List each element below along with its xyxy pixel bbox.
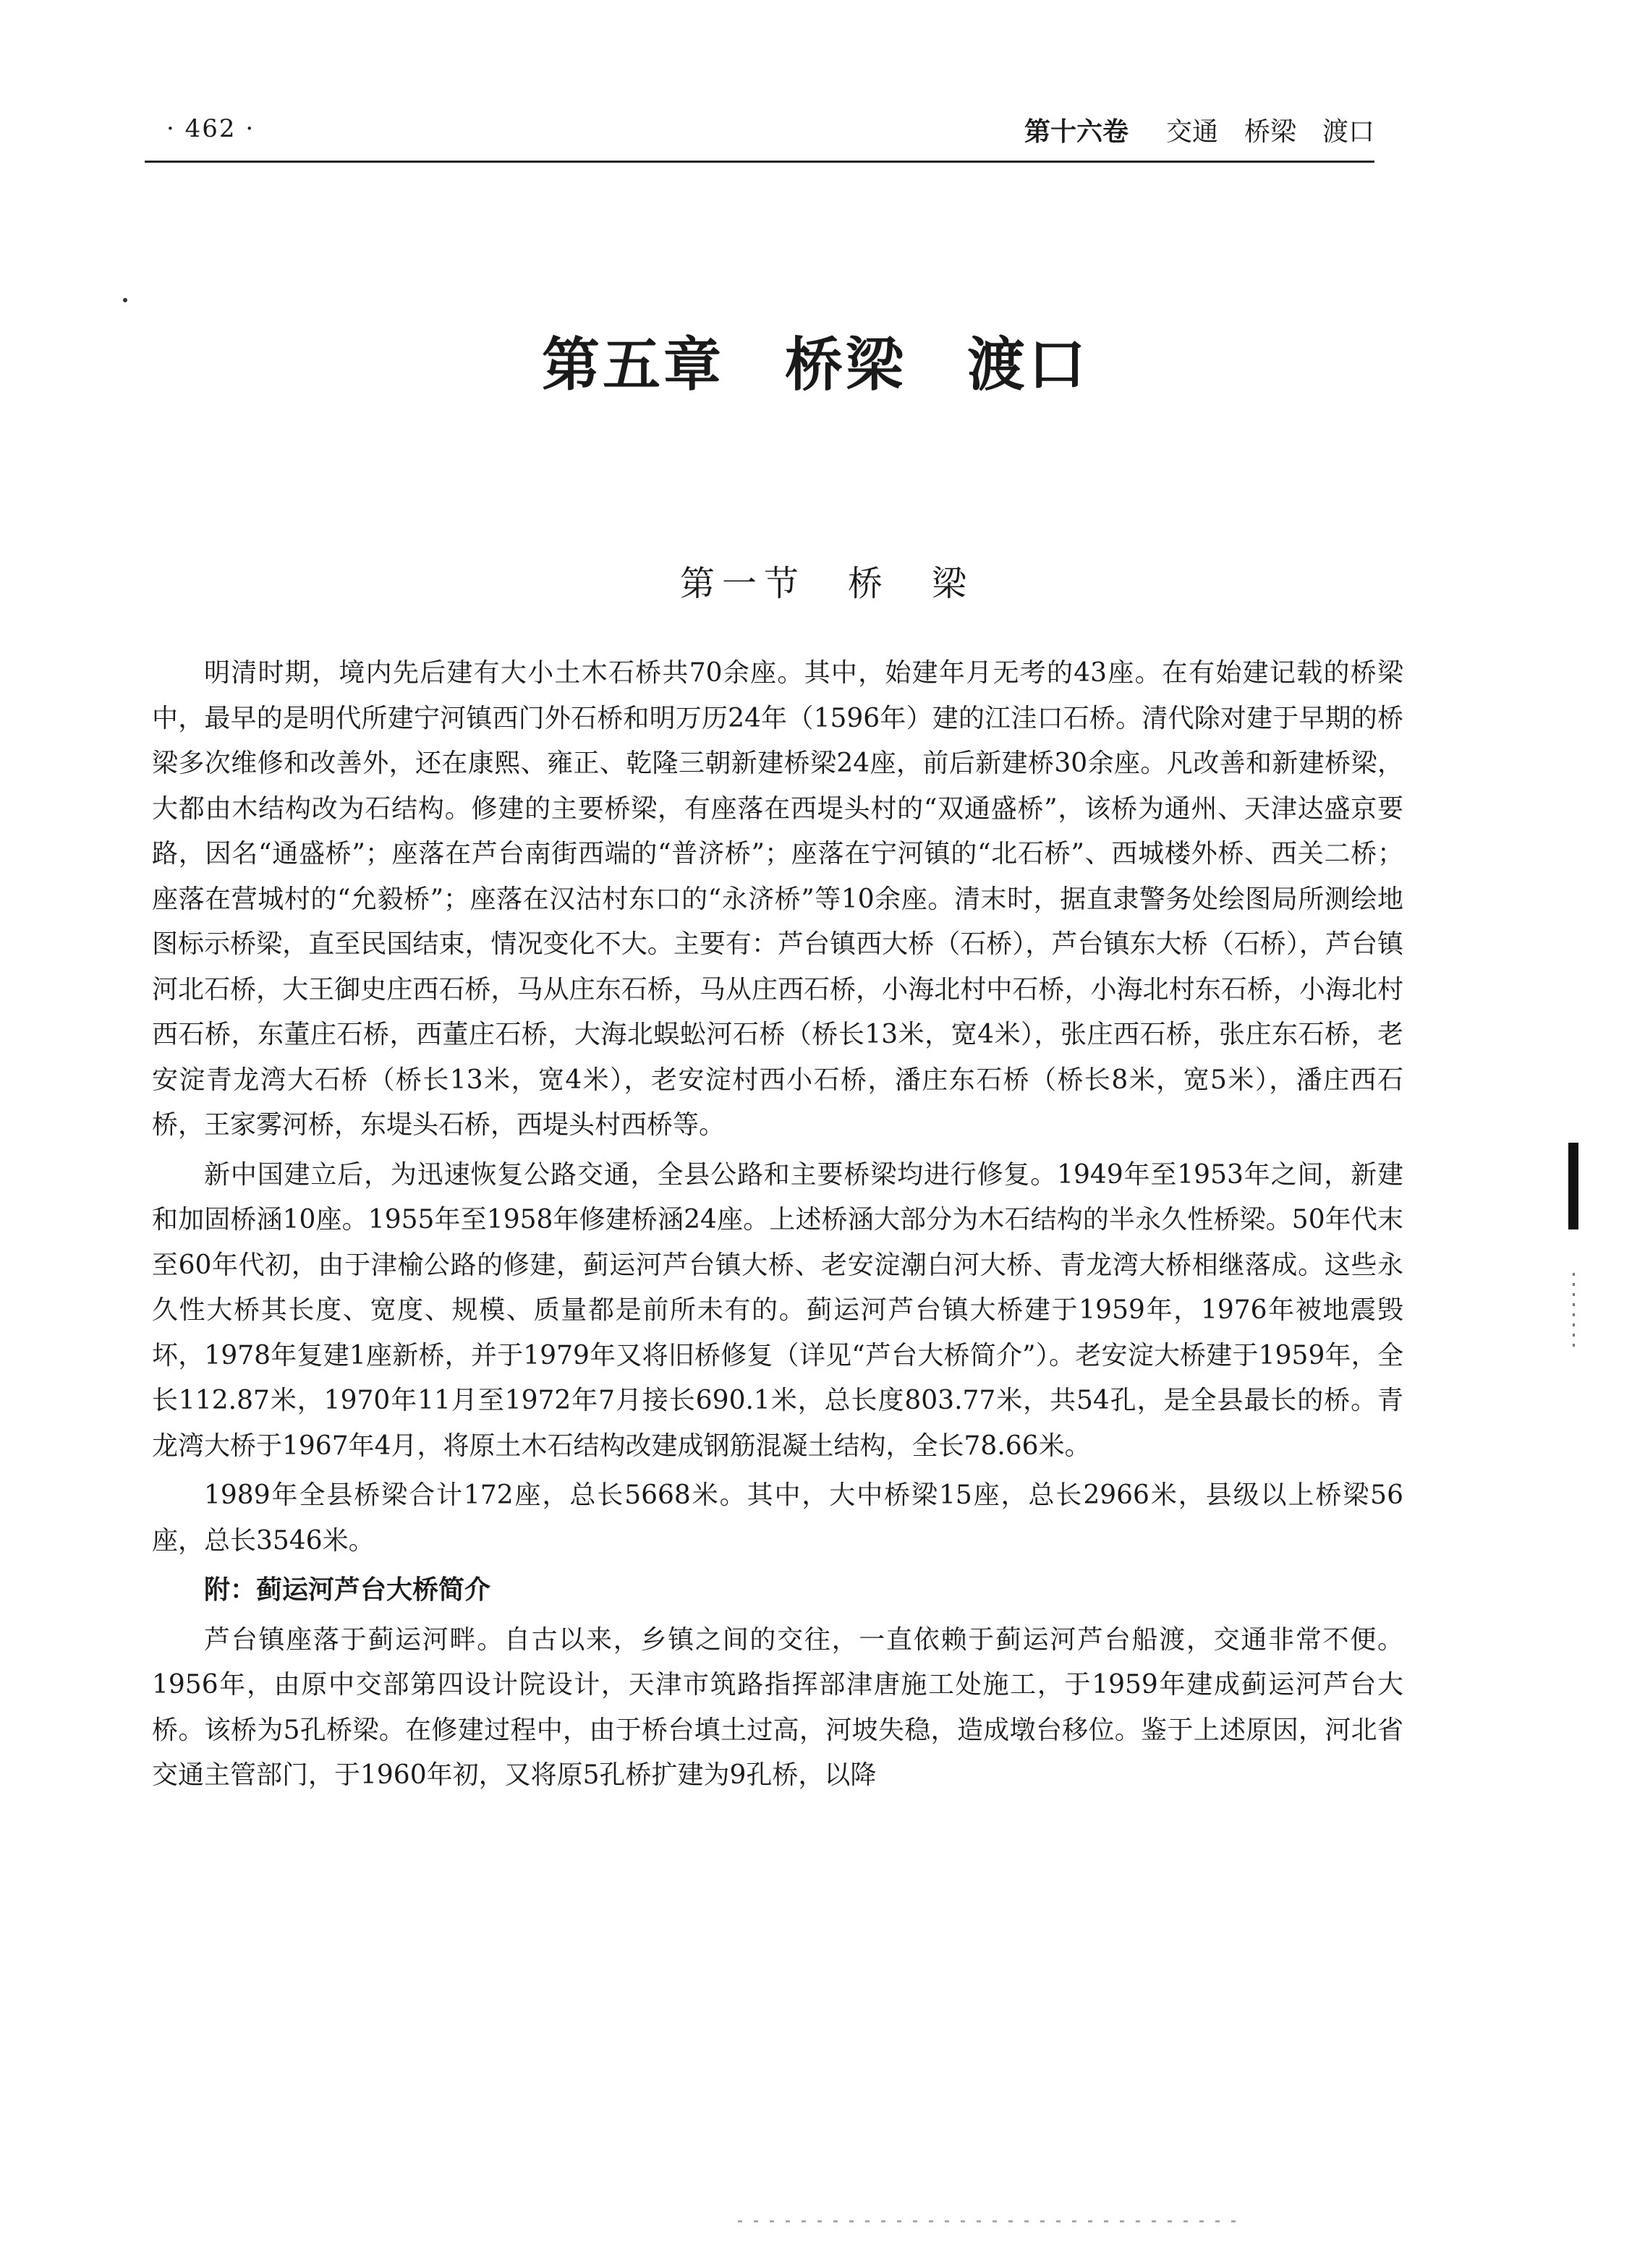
scan-speck bbox=[123, 298, 127, 302]
header-topic-bridges: 桥梁 bbox=[1244, 117, 1296, 147]
appendix-heading: 附：蓟运河芦台大桥简介 bbox=[204, 1575, 491, 1605]
scan-edge-mark bbox=[1568, 1143, 1578, 1229]
running-header bbox=[145, 108, 1374, 152]
page-number: · 462 · bbox=[166, 114, 255, 143]
header-divider bbox=[145, 161, 1374, 163]
scan-edge-dots bbox=[1573, 1273, 1575, 1352]
paragraph-new-china-bridges: 新中国建立后，为迅速恢复公路交通，全县公路和主要桥梁均进行修复。1949年至1953年之间，新建和加固桥涵10座。1955年至1958年修建桥涵24座。上述桥涵大部分为木石结构的半永久性桥梁。50年代末至60年代初，由于津榆公路的修建，蓟运河芦台镇大桥、老安淀潮白河大桥、青龙湾大桥相继落成。这些永久性大桥其长度、宽度、规模、质量都是前所未有的。蓟运河芦台镇大桥建于1959年，1976年被地震毁坏，1978年复建1座新桥，并于1979年又将旧桥修复（详见“芦台大桥简介”）。老安淀大桥建于1959年，全长112.87米，1970年11月至1972年7月接长690.1米，总长度803.77米，共54孔，是全县最长的桥。青龙湾大桥于1967年4月，将原土木石结构改建成钢筋混凝土结构，全长78.66米。 bbox=[152, 1159, 1403, 1461]
header-topic-ferries: 渡口 bbox=[1322, 117, 1374, 147]
body-text bbox=[152, 651, 1403, 1803]
scan-bottom-speckle bbox=[738, 2220, 1244, 2222]
paragraph-ming-qing-bridges: 明清时期，境内先后建有大小土木石桥共70余座。其中，始建年月无考的43座。在有始建记载的桥梁中，最早的是明代所建宁河镇西门外石桥和明万历24年（1596年）建的江洼口石桥。清代除对建于早期的桥梁多次维修和改善外，还在康熙、雍正、乾隆三朝新建桥梁24座，前后新建桥30余座。凡改善和新建桥梁，大都由木结构改为石结构。修建的主要桥梁，有座落在西堤头村的“双通盛桥”，该桥为通州、天津达盛京要路，因名“通盛桥”；座落在芦台南街西端的“普济桥”；座落在宁河镇的“北石桥”、西城楼外桥、西关二桥；座落在营城村的“允毅桥”；座落在汉沽村东口的“永济桥”等10余座。清末时，据直隶警务处绘图局所测绘地图标示桥梁，直至民国结束，情况变化不大。主要有：芦台镇西大桥（石桥），芦台镇东大桥（石桥），芦台镇河北石桥，大王御史庄西石桥，马从庄东石桥，马从庄西石桥，小海北村中石桥，小海北村东石桥，小海北村西石桥，东董庄石桥，西董庄石桥，大海北蜈蚣河石桥（桥长13米，宽4米），张庄西石桥，张庄东石桥，老安淀青龙湾大石桥（桥长13米，宽4米），老安淀村西小石桥，潘庄东石桥（桥长8米，宽5米），潘庄西石桥，王家雾河桥，东堤头石桥，西堤头村西桥等。 bbox=[152, 658, 1403, 1140]
section-title: 第一节 桥 梁 bbox=[679, 563, 974, 604]
chapter-title: 第五章 桥梁 渡口 bbox=[542, 331, 1089, 398]
paragraph-lutai-bridge: 芦台镇座落于蓟运河畔。自古以来，乡镇之间的交往，一直依赖于蓟运河芦台船渡，交通非常不便。1956年，由原中交部第四设计院设计，天津市筑路指挥部津唐施工处施工，于1959年建成蓟运河芦台大桥。该桥为5孔桥梁。在修建过程中，由于桥台填土过高，河坡失稳，造成墩台移位。鉴于上述原因，河北省交通主管部门，于1960年初，又将原5孔桥扩建为9孔桥，以降 bbox=[152, 1624, 1403, 1790]
header-topic-transport: 交通 bbox=[1165, 117, 1218, 147]
paragraph-1989-statistics: 1989年全县桥梁合计172座，总长5668米。其中，大中桥梁15座，总长2966米，县级以上桥梁56座，总长3546米。 bbox=[152, 1480, 1403, 1556]
header-section-labels bbox=[1024, 111, 1374, 148]
header-volume: 第十六卷 bbox=[1024, 117, 1128, 147]
